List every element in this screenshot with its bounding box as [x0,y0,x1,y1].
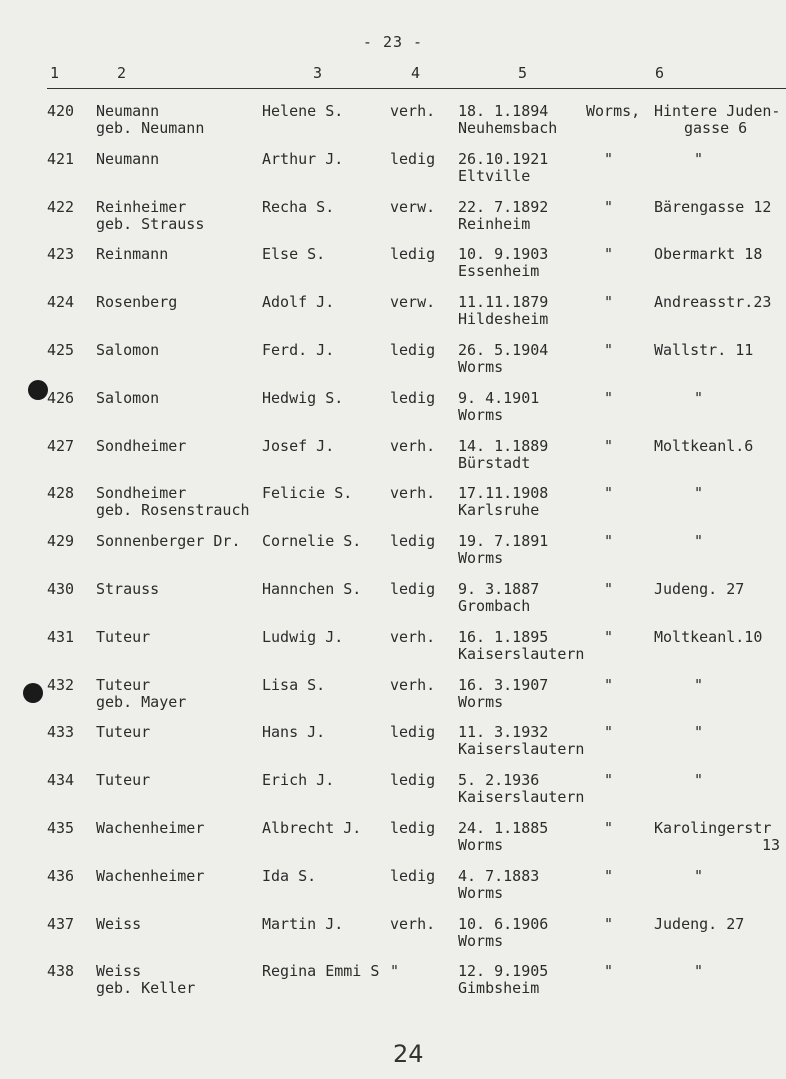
entry-number: 429 [47,532,75,551]
table-row [0,724,786,770]
marital-status: " [390,962,400,981]
entry-number: 423 [47,245,75,264]
birth-place: Kaiserslautern [458,788,585,807]
birth-place: Gimbsheim [458,979,540,998]
table-row [0,103,786,149]
marital-status: verh. [390,484,436,503]
residence-address: Karolingerstr [654,819,772,837]
surname: Sonnenberger Dr. [96,532,241,551]
residence-address-cont: gasse 6 [684,119,748,137]
surname: Wachenheimer [96,866,205,885]
birth-date: 19. 7.1891 [458,532,549,551]
marital-status: ledig [390,388,436,407]
entry-number: 422 [47,197,75,216]
residence-address: " [694,771,704,790]
table-row [0,772,786,818]
birth-date: 5. 2.1936 [458,771,540,790]
marital-status: ledig [390,245,436,264]
table-row [0,581,786,627]
column-number-6: 6 [655,64,665,82]
marital-status: verh. [390,627,436,646]
given-name: Josef J. [262,436,335,455]
birth-date: 16. 3.1907 [458,675,549,694]
birth-place: Neuhemsbach [458,119,558,137]
residence-address: " [694,484,704,503]
page-number: - 23 - [362,33,424,51]
birth-place: Worms [458,836,504,854]
surname: Sondheimer [96,484,187,503]
column-number-3: 3 [313,64,323,82]
birth-date: 10. 9.1903 [458,245,549,264]
residence-address: " [694,532,704,551]
entry-number: 438 [47,962,75,981]
residence-address: Wallstr. 11 [654,341,754,359]
marital-status: verw. [390,197,436,216]
marital-status: verh. [390,436,436,455]
surname: Rosenberg [96,293,178,312]
residence-address: " [694,866,704,885]
given-name: Adolf J. [262,293,335,312]
residence-town: " [604,388,614,407]
birth-date: 11. 3.1932 [458,723,549,742]
residence-town: " [604,866,614,885]
birth-place: Worms [458,358,504,376]
residence-address: " [694,149,704,168]
birth-place: Worms [458,931,504,950]
birth-date: 11.11.1879 [458,293,549,312]
birth-place: Worms [458,883,504,902]
birth-date: 18. 1.1894 [458,102,549,120]
punch-hole-mark [23,683,43,703]
marital-status: ledig [390,866,436,885]
given-name: Felicie S. [262,484,353,503]
birth-place: Karlsruhe [458,501,540,520]
given-name: Albrecht J. [262,819,362,837]
table-row [0,963,786,1009]
marital-status: verh. [390,102,436,120]
residence-address: " [694,723,704,742]
marital-status: ledig [390,341,436,359]
entry-number: 428 [47,484,75,503]
residence-town: " [604,723,614,742]
entry-number: 420 [47,102,75,120]
entry-number: 430 [47,580,75,598]
birth-place: Worms [458,692,504,711]
residence-address: Obermarkt 18 [654,245,763,264]
residence-address: Judeng. 27 [654,914,745,933]
residence-town: " [604,962,614,981]
given-name: Hedwig S. [262,388,344,407]
marital-status: ledig [390,771,436,790]
column-number-4: 4 [411,64,421,82]
table-row [0,246,786,292]
residence-address: Moltkeanl.10 [654,627,763,646]
residence-town: " [604,436,614,455]
residence-town: Worms, [586,102,641,120]
birth-date: 9. 4.1901 [458,388,540,407]
birth-date: 4. 7.1883 [458,866,540,885]
table-row [0,199,786,245]
birth-place: Essenheim [458,262,540,281]
table-row [0,342,786,388]
marital-status: verh. [390,675,436,694]
birth-place: Kaiserslautern [458,740,585,759]
maiden-name: geb. Mayer [96,692,187,711]
surname: Reinmann [96,245,169,264]
entry-number: 436 [47,866,75,885]
entry-number: 432 [47,675,75,694]
residence-town: " [604,627,614,646]
surname: Strauss [96,580,160,598]
surname: Tuteur [96,675,151,694]
entry-number: 437 [47,914,75,933]
table-row [0,151,786,197]
residence-town: " [604,819,614,837]
residence-town: " [604,149,614,168]
entry-number: 435 [47,819,75,837]
birth-date: 26. 5.1904 [458,341,549,359]
header-rule [47,88,786,89]
residence-town: " [604,484,614,503]
birth-place: Grombach [458,597,531,615]
marital-status: verw. [390,293,436,312]
given-name: Regina Emmi S [262,962,380,981]
marital-status: ledig [390,819,436,837]
residence-address: " [694,675,704,694]
table-row [0,868,786,914]
marital-status: ledig [390,532,436,551]
residence-address: " [694,388,704,407]
residence-address: Judeng. 27 [654,580,745,598]
column-number-5: 5 [518,64,528,82]
surname: Tuteur [96,723,151,742]
birth-date: 12. 9.1905 [458,962,549,981]
column-number-1: 1 [50,64,60,82]
birth-date: 9. 3.1887 [458,580,540,598]
surname: Weiss [96,914,142,933]
entry-number: 427 [47,436,75,455]
table-row [0,390,786,436]
table-row [0,485,786,531]
residence-address: Bärengasse 12 [654,197,772,216]
birth-date: 26.10.1921 [458,149,549,168]
birth-place: Worms [458,549,504,568]
given-name: Ferd. J. [262,341,335,359]
surname: Reinheimer [96,197,187,216]
surname: Weiss [96,962,142,981]
birth-place: Kaiserslautern [458,644,585,663]
maiden-name: geb. Keller [96,979,196,998]
entry-number: 424 [47,293,75,312]
table-row [0,294,786,340]
surname: Neumann [96,102,160,120]
surname: Tuteur [96,627,151,646]
birth-place: Reinheim [458,214,531,233]
birth-date: 17.11.1908 [458,484,549,503]
residence-town: " [604,532,614,551]
surname: Sondheimer [96,436,187,455]
table-row [0,677,786,723]
maiden-name: geb. Rosenstrauch [96,501,250,520]
given-name: Lisa S. [262,675,326,694]
residence-town: " [604,675,614,694]
entry-number: 434 [47,771,75,790]
entry-number: 426 [47,388,75,407]
punch-hole-mark [28,380,48,400]
given-name: Martin J. [262,914,344,933]
residence-address: Hintere Juden- [654,102,781,120]
residence-town: " [604,580,614,598]
given-name: Erich J. [262,771,335,790]
table-row [0,438,786,484]
marital-status: ledig [390,149,436,168]
birth-date: 10. 6.1906 [458,914,549,933]
entry-number: 425 [47,341,75,359]
given-name: Ida S. [262,866,317,885]
birth-date: 22. 7.1892 [458,197,549,216]
given-name: Cornelie S. [262,532,362,551]
residence-town: " [604,197,614,216]
residence-address: " [694,962,704,981]
residence-address: Moltkeanl.6 [654,436,754,455]
given-name: Recha S. [262,197,335,216]
table-row [0,533,786,579]
birth-place: Bürstadt [458,453,531,472]
birth-place: Worms [458,405,504,424]
marital-status: verh. [390,914,436,933]
birth-place: Eltville [458,166,531,185]
residence-town: " [604,293,614,312]
given-name: Arthur J. [262,149,344,168]
marital-status: ledig [390,580,436,598]
residence-town: " [604,341,614,359]
entry-number: 431 [47,627,75,646]
entry-number: 433 [47,723,75,742]
surname: Salomon [96,388,160,407]
given-name: Hannchen S. [262,580,362,598]
birth-place: Hildesheim [458,310,549,329]
residence-address-cont: 13 [762,836,781,854]
given-name: Helene S. [262,102,344,120]
table-row [0,629,786,675]
table-row [0,916,786,962]
surname: Salomon [96,341,160,359]
given-name: Hans J. [262,723,326,742]
birth-date: 24. 1.1885 [458,819,549,837]
surname: Wachenheimer [96,819,205,837]
entry-number: 421 [47,149,75,168]
column-number-2: 2 [117,64,127,82]
residence-town: " [604,245,614,264]
maiden-name: geb. Neumann [96,119,205,137]
birth-date: 16. 1.1895 [458,627,549,646]
surname: Neumann [96,149,160,168]
maiden-name: geb. Strauss [96,214,205,233]
given-name: Else S. [262,245,326,264]
residence-town: " [604,914,614,933]
birth-date: 14. 1.1889 [458,436,549,455]
surname: Tuteur [96,771,151,790]
footer-page-number: 24 [393,1040,424,1068]
residence-address: Andreasstr.23 [654,293,772,312]
residence-town: " [604,771,614,790]
given-name: Ludwig J. [262,627,344,646]
table-row [0,820,786,866]
marital-status: ledig [390,723,436,742]
